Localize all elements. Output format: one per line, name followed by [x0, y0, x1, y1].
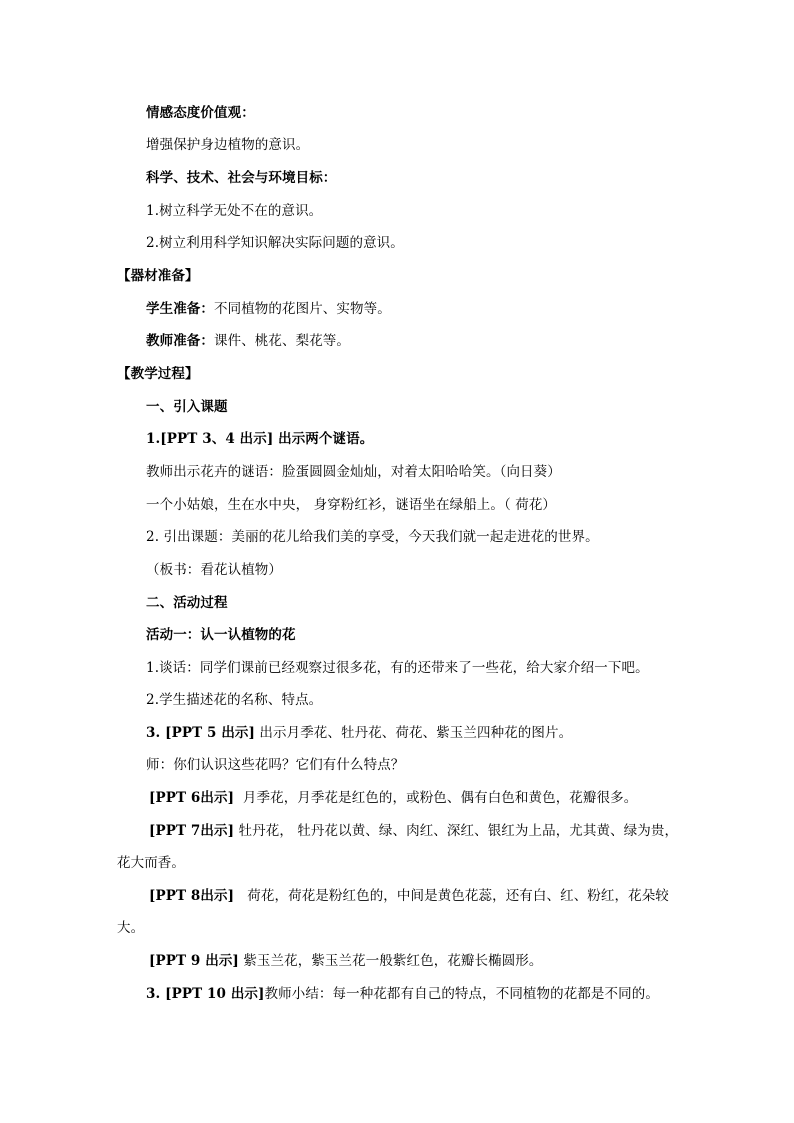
- paragraph: 一个小姑娘，生在水中央， 身穿粉红衫，谜语坐在绿船上。（ 荷花）: [146, 497, 557, 513]
- section-heading-materials: 【器材准备】: [117, 268, 199, 284]
- paragraph: 增强保护身边植物的意识。: [146, 137, 310, 153]
- list-item: [146, 985, 659, 1003]
- ppt-tag: 3. [PPT 5 出示]: [146, 725, 256, 741]
- paragraph-text: 紫玉兰花，紫玉兰花一般紫红色，花瓣长椭圆形。: [238, 953, 543, 969]
- list-item: 1.[PPT 3、4 出示] 出示两个谜语。: [146, 431, 374, 447]
- list-item: 2. 引出课题：美丽的花儿给我们美的享受，今天我们就一起走进花的世界。: [146, 529, 599, 545]
- subheading-activity-process: 二、活动过程: [146, 595, 228, 611]
- paragraph-text: 牡丹花， 牡丹花以黄、绿、肉红、深红、银红为上品，尤其黄、绿为贵，: [234, 823, 679, 839]
- ppt-tag: 3. [PPT 10 出示]: [146, 986, 265, 1002]
- paragraph: 教师出示花卉的谜语：脸蛋圆圆金灿灿，对着太阳哈哈笑。（向日葵）: [146, 464, 561, 480]
- paragraph: [149, 822, 678, 840]
- ppt-tag: [PPT 8出示]: [149, 888, 235, 904]
- list-item: [146, 724, 572, 742]
- paragraph-text: 荷花，荷花是粉红色的，中间是黄色花蕊，还有白、红、粉红，花朵较: [234, 888, 669, 904]
- paragraph: [149, 952, 543, 970]
- paragraph: 师：你们认识这些花吗？它们有什么特点？: [146, 757, 405, 773]
- list-item-text: 教师小结：每一种花都有自己的特点，不同植物的花都是不同的。: [264, 986, 659, 1002]
- heading-emotion-values: 情感态度价值观：: [146, 105, 255, 121]
- paragraph-student-prep: [146, 300, 391, 318]
- list-item: 1.谈话：同学们课前已经观察过很多花，有的还带来了一些花，给大家介绍一下吧。: [146, 660, 649, 676]
- paragraph-continuation: 花大而香。: [117, 855, 185, 871]
- ppt-tag: [PPT 6出示]: [149, 790, 235, 806]
- ppt-tag: [PPT 7出示]: [149, 823, 235, 839]
- paragraph: [149, 887, 669, 905]
- label-student-prep: 学生准备：: [146, 301, 214, 317]
- board-note: （板书：看花认植物）: [146, 562, 282, 578]
- activity-heading: 活动一：认一认植物的花: [146, 627, 296, 643]
- paragraph-teacher-prep: [146, 332, 350, 350]
- list-item: 2.树立利用科学知识解决实际问题的意识。: [146, 235, 404, 251]
- paragraph-text: 月季花，月季花是红色的，或粉色、偶有白色和黄色，花瓣很多。: [234, 790, 638, 806]
- list-item-text: 出示月季花、牡丹花、荷花、紫玉兰四种花的图片。: [255, 725, 573, 741]
- section-heading-process: 【教学过程】: [117, 366, 199, 382]
- subheading-intro: 一、引入课题: [146, 399, 228, 415]
- paragraph-continuation: 大。: [117, 920, 145, 936]
- list-item: 2.学生描述花的名称、特点。: [146, 692, 323, 708]
- text-student-prep: 不同植物的花图片、实物等。: [214, 301, 391, 317]
- label-teacher-prep: 教师准备：: [146, 333, 214, 349]
- list-item: 1.树立科学无处不在的意识。: [146, 203, 323, 219]
- paragraph: [149, 789, 637, 807]
- text-teacher-prep: 课件、桃花、梨花等。: [214, 333, 350, 349]
- ppt-tag: [PPT 9 出示]: [149, 953, 239, 969]
- heading-stse-goals: 科学、技术、社会与环境目标：: [146, 170, 337, 186]
